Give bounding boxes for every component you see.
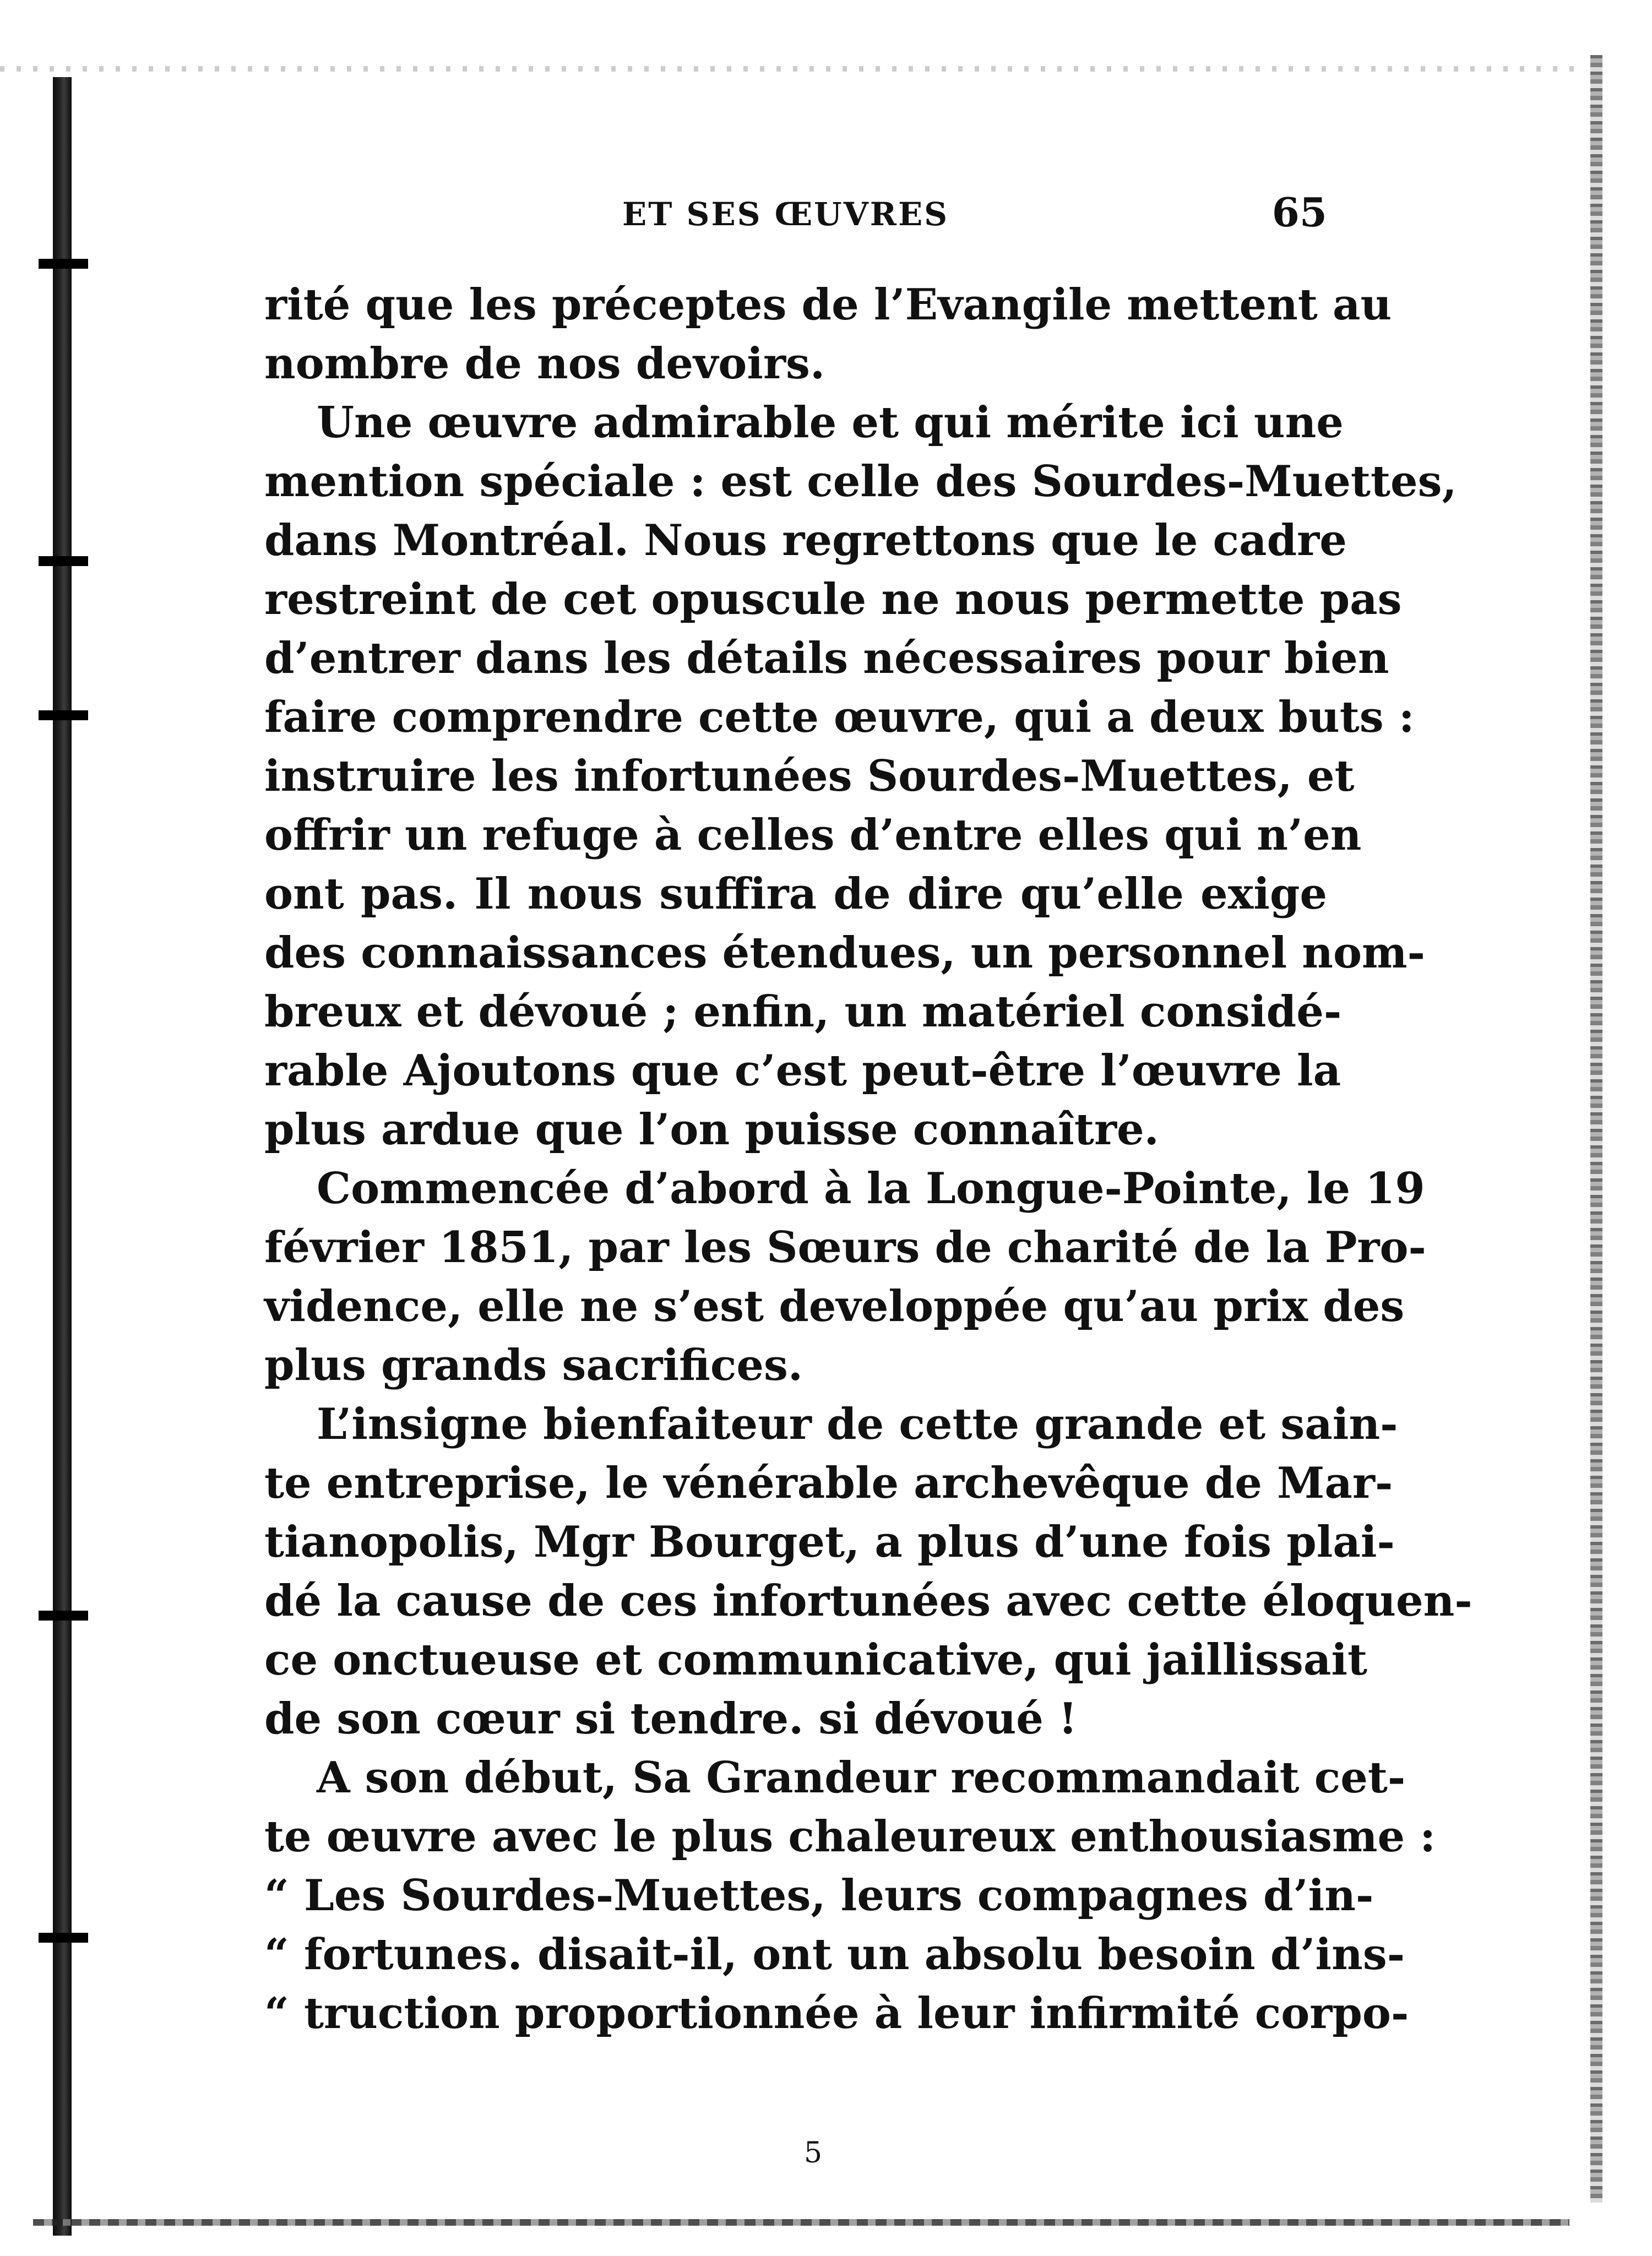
binding-thread	[39, 556, 88, 566]
text-line: te entreprise, le vénérable archevêque de Mar-	[264, 1458, 1393, 1508]
text-line: ont pas. Il nous suffira de dire qu’elle exige	[264, 869, 1327, 919]
text-line: d’entrer dans les détails nécessaires pour bien	[264, 633, 1389, 683]
page-bottom-edge	[33, 2219, 1569, 2226]
text-line: des connaissances étendues, un personnel nom-	[264, 928, 1425, 978]
text-line: faire comprendre cette œuvre, qui a deux buts :	[264, 692, 1415, 742]
binding-thread	[39, 1933, 88, 1943]
text-line: plus grands sacrifices.	[264, 1340, 803, 1390]
page-right-edge	[1590, 55, 1602, 2203]
page-number: 65	[1271, 189, 1327, 236]
binding-thread	[39, 259, 88, 269]
text-line: février 1851, par les Sœurs de charité de la Pro-	[264, 1222, 1426, 1273]
text-line: dans Montréal. Nous regrettons que le cadre	[264, 515, 1347, 566]
book-binding-edge	[53, 77, 72, 2236]
text-line: Une œuvre admirable et qui mérite ici une	[317, 398, 1344, 448]
text-line: te œuvre avec le plus chaleureux enthousiasme :	[264, 1812, 1436, 1862]
text-line: “ truction proportionnée à leur infirmité corpo-	[264, 1988, 1409, 2038]
text-line: “ Les Sourdes-Muettes, leurs compagnes d’in-	[264, 1871, 1374, 1921]
text-line: dé la cause de ces infortunées avec cette éloquen-	[264, 1576, 1472, 1626]
text-line: L’insigne bienfaiteur de cette grande et sain-	[317, 1399, 1398, 1449]
binding-thread	[39, 710, 88, 720]
text-line: rable Ajoutons que c’est peut-être l’œuvre la	[264, 1046, 1341, 1096]
text-line: Commencée d’abord à la Longue-Pointe, le 19	[317, 1164, 1425, 1214]
text-line: A son début, Sa Grandeur recommandait cet-	[317, 1753, 1406, 1803]
text-line: plus ardue que l’on puisse connaître.	[264, 1105, 1159, 1155]
running-head	[264, 189, 1327, 245]
text-line: rité que les préceptes de l’Evangile mettent au	[264, 280, 1392, 330]
signature-mark: 5	[804, 2137, 823, 2170]
text-line: instruire les infortunées Sourdes-Muettes, et	[264, 751, 1355, 801]
text-line: vidence, elle ne s’est developpée qu’au prix des	[264, 1281, 1405, 1331]
body-text	[264, 275, 1472, 2043]
text-line: “ fortunes. disait-il, ont un absolu besoin d’ins-	[264, 1929, 1405, 1980]
text-line: nombre de nos devoirs.	[264, 339, 825, 389]
text-line: restreint de cet opuscule ne nous permette pas	[264, 574, 1402, 624]
text-line: mention spéciale : est celle des Sourdes-Muettes,	[264, 456, 1457, 507]
text-line: tianopolis, Mgr Bourget, a plus d’une fois plai-	[264, 1517, 1395, 1567]
text-line: ce onctueuse et communicative, qui jaillissait	[264, 1635, 1368, 1685]
text-line: breux et dévoué ; enfin, un matériel considé-	[264, 987, 1342, 1037]
page-top-edge	[0, 66, 1586, 72]
binding-thread	[39, 1611, 88, 1621]
running-title: ET SES ŒUVRES	[622, 195, 949, 233]
text-line: offrir un refuge à celles d’entre elles qui n’en	[264, 810, 1362, 860]
text-line: de son cœur si tendre. si dévoué !	[264, 1694, 1078, 1744]
